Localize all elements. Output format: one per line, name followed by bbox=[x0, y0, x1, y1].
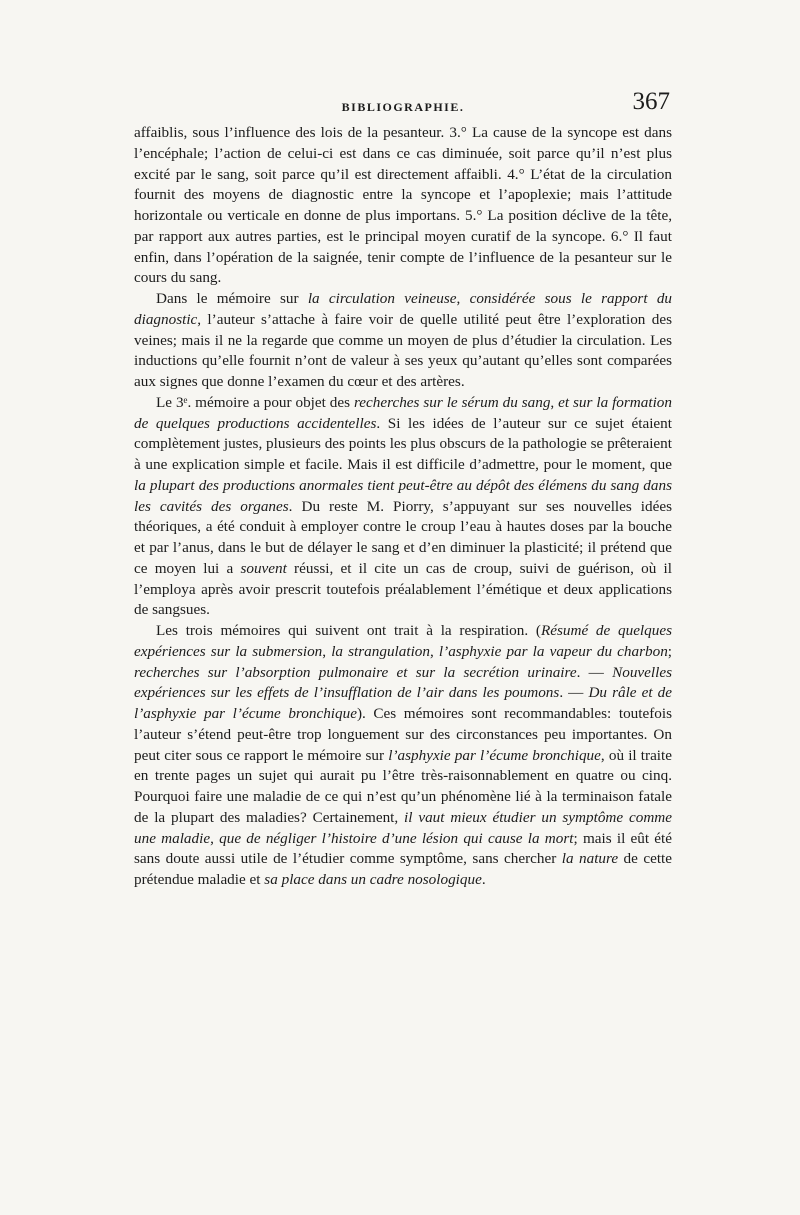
paragraph bbox=[134, 123, 672, 289]
text-segment: , bbox=[456, 290, 470, 307]
text-segment: réussi, et il cite un cas de croup, suivi de guérison, où il l’employa après avoir prescrit toutefois préalablement l’émétique et deux applications de sangsues. bbox=[134, 559, 672, 619]
text-segment: . — bbox=[576, 663, 613, 681]
italic-text-segment: recherches sur le sérum du sang bbox=[353, 393, 551, 411]
text-segment: , bbox=[322, 642, 332, 660]
italic-text-segment: il vaut mieux étudier un symptôme comme une maladie bbox=[134, 808, 672, 847]
italic-text-segment: Nouvelles expériences sur les effets de l’insufflation de l’air dans les poumons bbox=[134, 663, 672, 702]
text-segment: Dans le mémoire sur bbox=[156, 290, 308, 307]
italic-text-segment: que de négliger l’histoire d’une lésion qui cause la mort bbox=[219, 829, 574, 847]
text-segment: , bbox=[550, 393, 559, 411]
running-head: BIBLIOGRAPHIE. bbox=[341, 100, 465, 114]
italic-text-segment: Du râle et de l’asphyxie par l’écume bronchique bbox=[134, 684, 672, 722]
text-segment: , l’auteur s’attache à faire voir de quelle utilité peut être l’exploration des veines; mais il ne la regarde que comme un moyen de plus d’étudier la circulation. Les inductions qu’elle fournit n’ont de valeur à ses yeux qu’autant qu’elles sont comparées aux signes que donne l’examen du cœur et des artères. bbox=[134, 310, 672, 390]
italic-text-segment: la strangulation bbox=[331, 642, 430, 660]
paragraph bbox=[134, 289, 672, 393]
italic-text-segment: l’asphyxie par l’écume bronchique bbox=[388, 746, 601, 764]
italic-text-segment: la nature bbox=[561, 850, 619, 868]
text-segment: . Du reste M. Piorry, s’appuyant sur ses nouvelles idées théoriques, a été conduit à employer contre le croup l’eau à hautes doses par la bouche et par l’anus, dans le but de délayer le sang et d’en diminuer la plasticité; il prétend que ce moyen lui a bbox=[134, 497, 672, 577]
page-header bbox=[134, 86, 672, 120]
italic-text-segment: recherches sur l’absorption pulmonaire et sur la secrétion urinaire bbox=[134, 663, 577, 681]
text-segment: ). Ces mémoires sont recommandables: toutefois l’auteur s’étend peut-être trop longuement sur des circonstances peu importantes. On peut citer sous ce rapport le mémoire sur bbox=[134, 705, 672, 764]
text-segment: Le 3ᵉ. mémoire a pour objet des bbox=[156, 393, 354, 411]
page-number: 367 bbox=[632, 88, 670, 115]
text-segment: , bbox=[430, 642, 439, 660]
italic-text-segment: sa place dans un cadre nosologique bbox=[264, 871, 482, 888]
italic-text-segment: la circulation veineuse bbox=[307, 290, 457, 307]
text-segment: ; mais il eût été sans doute aussi utile de l’étudier comme symptôme, sans chercher bbox=[134, 829, 672, 868]
italic-text-segment: considérée sous le rapport du diagnostic bbox=[134, 290, 673, 328]
text-segment: ; bbox=[667, 642, 673, 660]
text-segment: affaiblis, sous l’influence des lois de la pesanteur. 3.° La cause de la syncope est dans l’encéphale; l’action de celui-ci est dans ce cas diminuée, soit parce qu’il n’est plus excité par le sang, soit parce qu’il est directement affaibli. 4.° L’état de la circulation fournit des moyens de diagnostic entre la syncope et l’apoplexie; mais l’attitude horizontale ou verticale en donne de plus importans. 5.° La position déclive de la tête, par rapport aux autres parties, est le principal moyen curatif de la syncope. 6.° Il faut enfin, dans l’opération de la saignée, tenir compte de l’influence de la pesanteur sur le cours du sang. bbox=[134, 124, 672, 287]
italic-text-segment: souvent bbox=[240, 559, 287, 577]
paragraph bbox=[134, 393, 672, 621]
italic-text-segment: la plupart des productions anormales tient peut-être au dépôt des élémens du sang dans les cavités des organes bbox=[134, 476, 672, 515]
text-segment: de cette prétendue maladie et bbox=[134, 850, 673, 888]
text-segment: . bbox=[481, 871, 486, 888]
paragraph bbox=[134, 621, 672, 891]
text-segment: . Si les idées de l’auteur sur ce sujet étaient complètement justes, plusieurs des points les plus obscurs de la pathologie se prêteraient à une explication simple et facile. Mais il est difficile d’admettre, pour le moment, que bbox=[134, 414, 672, 473]
text-segment: Les trois mémoires qui suivent ont trait à la respiration. ( bbox=[156, 622, 541, 639]
text-segment: . — bbox=[559, 684, 589, 702]
italic-text-segment: Résumé de quelques expériences sur la submersion bbox=[134, 622, 672, 660]
italic-text-segment: et sur la formation de quelques productions accidentelles bbox=[134, 393, 672, 432]
text-segment: , bbox=[210, 829, 220, 847]
text-segment: , où il traite en trente pages un sujet qui aurait pu l’être très-raisonnablement en quatre ou cinq. Pourquoi faire une maladie de ce qui n’est qu’un phénomène lié à la terminaison fatale de la plupart des maladies? Certainement, bbox=[134, 746, 672, 826]
italic-text-segment: l’asphyxie par la vapeur du charbon bbox=[438, 642, 668, 660]
body-text bbox=[134, 123, 672, 891]
